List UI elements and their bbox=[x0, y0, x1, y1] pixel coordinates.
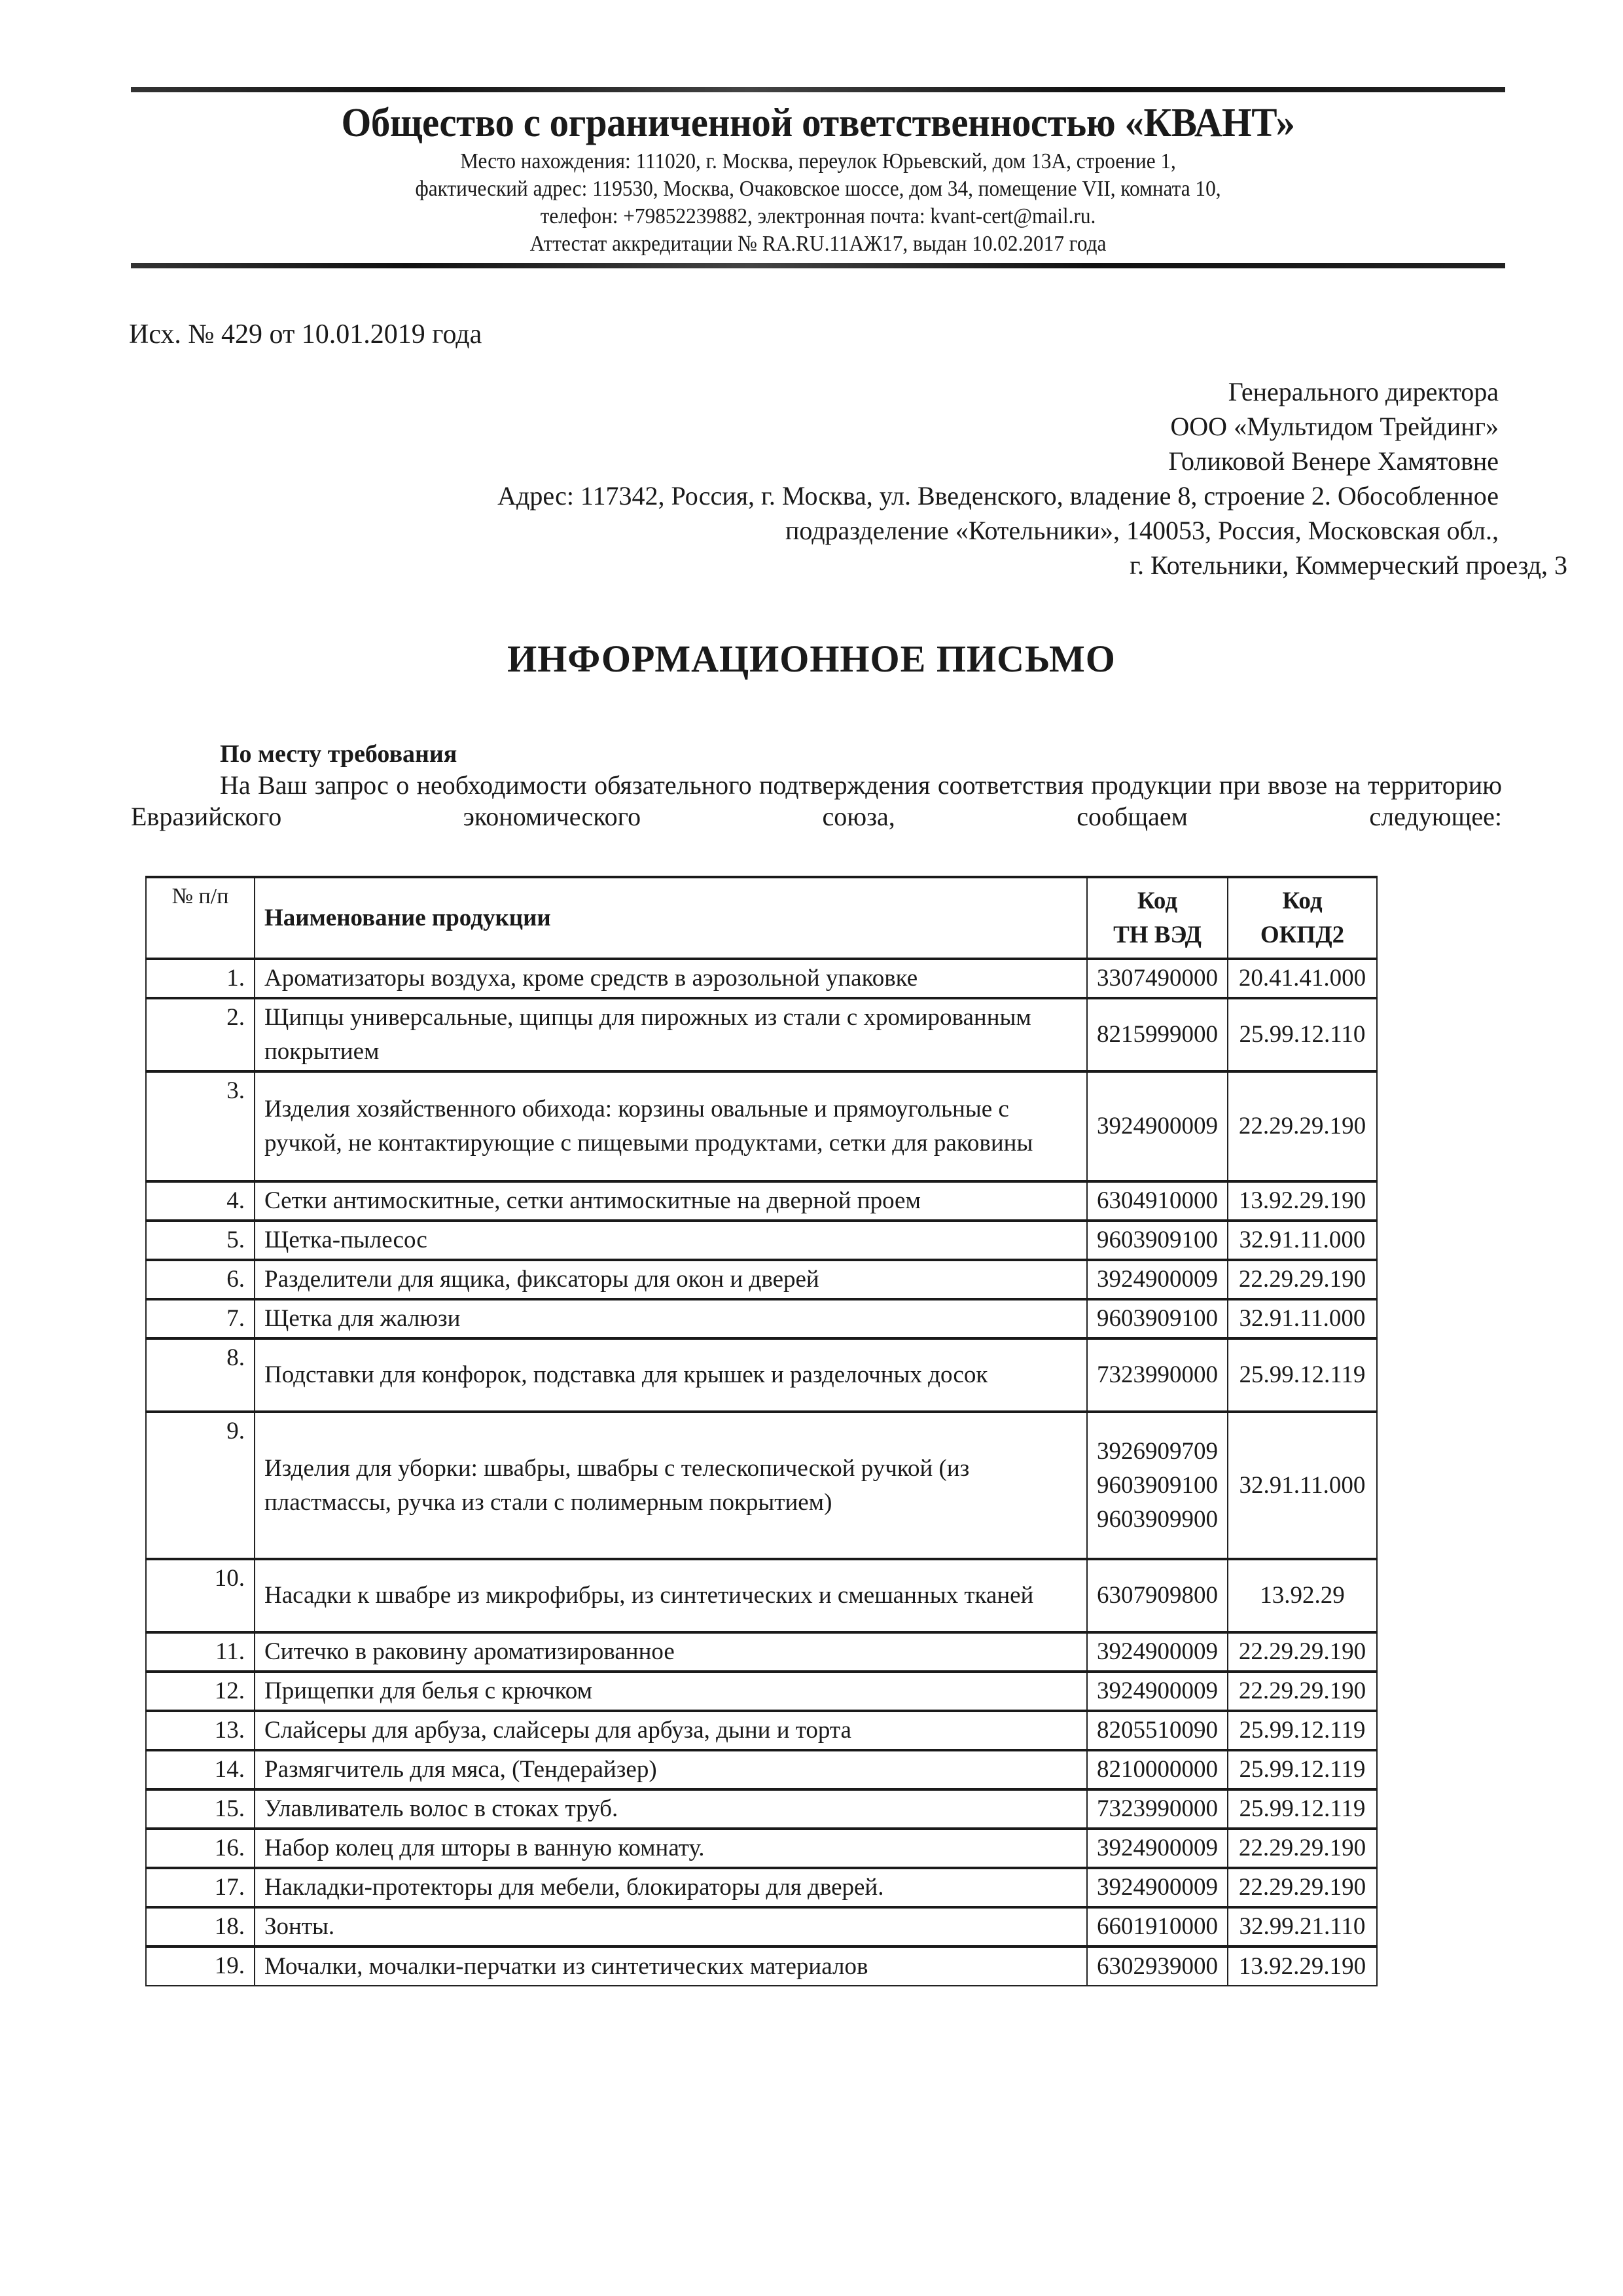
header-tnved-line2: ТН ВЭД bbox=[1113, 921, 1202, 948]
row-number: 11. bbox=[146, 1632, 255, 1672]
tnved-code-cell bbox=[1087, 1632, 1228, 1672]
tnved-code-cell bbox=[1087, 1711, 1228, 1750]
tnved-code-cell bbox=[1087, 998, 1228, 1071]
tnved-code-cell bbox=[1087, 1946, 1228, 1986]
row-number: 8. bbox=[146, 1338, 255, 1412]
table-row bbox=[146, 1221, 1377, 1260]
tnved-code: 9603909100 bbox=[1097, 1227, 1218, 1253]
row-number: 13. bbox=[146, 1711, 255, 1750]
product-name: Размягчитель для мяса, (Тендерайзер) bbox=[255, 1750, 1087, 1789]
tnved-code: 3924900009 bbox=[1097, 1677, 1218, 1704]
tnved-code: 3924900009 bbox=[1097, 1638, 1218, 1665]
tnved-code-cell bbox=[1087, 1789, 1228, 1829]
okpd2-code: 22.29.29.190 bbox=[1228, 1829, 1377, 1868]
table-row bbox=[146, 1868, 1377, 1907]
okpd2-code: 32.91.11.000 bbox=[1228, 1299, 1377, 1338]
okpd2-code: 22.29.29.190 bbox=[1228, 1071, 1377, 1181]
tnved-code: 3926909709 bbox=[1097, 1437, 1218, 1465]
letterhead bbox=[131, 98, 1505, 258]
header-tnved-code bbox=[1087, 877, 1228, 959]
company-registered-address: Место нахождения: 111020, г. Москва, переулок Юрьевский, дом 13А, строение 1, bbox=[460, 149, 1176, 173]
table-row bbox=[146, 1946, 1377, 1986]
row-number: 3. bbox=[146, 1071, 255, 1181]
okpd2-code: 25.99.12.119 bbox=[1228, 1711, 1377, 1750]
table-header-row bbox=[146, 877, 1377, 959]
header-okpd2-code: Код ОКПД2 bbox=[1228, 877, 1377, 959]
row-number: 9. bbox=[146, 1412, 255, 1559]
okpd2-code: 32.91.11.000 bbox=[1228, 1221, 1377, 1260]
tnved-code-cell bbox=[1087, 1299, 1228, 1338]
okpd2-code: 13.92.29.190 bbox=[1228, 1946, 1377, 1986]
tnved-code-cell bbox=[1087, 1260, 1228, 1299]
row-number: 14. bbox=[146, 1750, 255, 1789]
row-number: 19. bbox=[146, 1946, 255, 1986]
product-name: Улавливатель волос в стоках труб. bbox=[255, 1789, 1087, 1829]
product-name: Сетки антимоскитные, сетки антимоскитные на дверной проем bbox=[255, 1181, 1087, 1221]
header-tnved-line1: Код bbox=[1137, 887, 1178, 914]
letterhead-top-rule bbox=[131, 87, 1505, 92]
tnved-code-cell bbox=[1087, 1750, 1228, 1789]
tnved-code: 7323990000 bbox=[1097, 1361, 1218, 1388]
tnved-code-cell bbox=[1087, 1672, 1228, 1711]
row-number: 6. bbox=[146, 1260, 255, 1299]
okpd2-code: 13.92.29.190 bbox=[1228, 1181, 1377, 1221]
tnved-code-cell bbox=[1087, 1907, 1228, 1946]
product-name: Зонты. bbox=[255, 1907, 1087, 1946]
tnved-code: 6601910000 bbox=[1097, 1913, 1218, 1940]
product-name: Изделия хозяйственного обихода: корзины овальные и прямоугольные с ручкой, не контактирующие с пищевыми продуктами, сетки для раковины bbox=[255, 1071, 1087, 1181]
okpd2-code: 22.29.29.190 bbox=[1228, 1868, 1377, 1907]
table-row bbox=[146, 1672, 1377, 1711]
letterhead-bottom-rule bbox=[131, 263, 1505, 268]
tnved-code: 3924900009 bbox=[1097, 1113, 1218, 1139]
okpd2-code: 22.29.29.190 bbox=[1228, 1632, 1377, 1672]
table-row bbox=[146, 1750, 1377, 1789]
tnved-code-cell bbox=[1087, 1829, 1228, 1868]
tnved-code-cell bbox=[1087, 1338, 1228, 1412]
product-name: Мочалки, мочалки-перчатки из синтетических материалов bbox=[255, 1946, 1087, 1986]
product-name: Накладки-протекторы для мебели, блокираторы для дверей. bbox=[255, 1868, 1087, 1907]
tnved-code: 6304910000 bbox=[1097, 1187, 1218, 1214]
table-row bbox=[146, 1338, 1377, 1412]
products-table bbox=[145, 876, 1378, 1986]
table-row bbox=[146, 1299, 1377, 1338]
addressee-company: ООО «Мультидом Трейдинг» bbox=[1170, 412, 1499, 441]
okpd2-code: 20.41.41.000 bbox=[1228, 959, 1377, 998]
table-row bbox=[146, 1632, 1377, 1672]
table-row bbox=[146, 1907, 1377, 1946]
tnved-code-cell bbox=[1087, 1071, 1228, 1181]
products-table-body bbox=[146, 959, 1377, 1986]
table-row bbox=[146, 1789, 1377, 1829]
tnved-code: 8205510090 bbox=[1097, 1717, 1218, 1744]
table-row bbox=[146, 1829, 1377, 1868]
product-name: Щетка для жалюзи bbox=[255, 1299, 1087, 1338]
tnved-code: 9603909100 bbox=[1097, 1471, 1218, 1499]
okpd2-code: 32.91.11.000 bbox=[1228, 1412, 1377, 1559]
table-row bbox=[146, 1711, 1377, 1750]
table-row bbox=[146, 1559, 1377, 1632]
okpd2-code: 22.29.29.190 bbox=[1228, 1260, 1377, 1299]
document-title: ИНФОРМАЦИОННОЕ ПИСЬМО bbox=[507, 637, 1116, 680]
tnved-code: 8215999000 bbox=[1097, 1021, 1218, 1048]
product-name: Прищепки для белья с крючком bbox=[255, 1672, 1087, 1711]
tnved-code: 9603909900 bbox=[1097, 1505, 1218, 1533]
company-name: Общество с ограниченной ответственностью «КВАНТ» bbox=[341, 101, 1295, 145]
tnved-code-cell bbox=[1087, 1559, 1228, 1632]
product-name: Изделия для уборки: швабры, швабры с телескопической ручкой (из пластмассы, ручка из стали с полимерным покрытием) bbox=[255, 1412, 1087, 1559]
tnved-code: 6307909800 bbox=[1097, 1582, 1218, 1609]
row-number: 17. bbox=[146, 1868, 255, 1907]
okpd2-code: 25.99.12.119 bbox=[1228, 1338, 1377, 1412]
tnved-code: 6302939000 bbox=[1097, 1952, 1218, 1980]
row-number: 18. bbox=[146, 1907, 255, 1946]
tnved-code: 3924900009 bbox=[1097, 1266, 1218, 1293]
header-num: № п/п bbox=[146, 877, 255, 959]
tnved-code: 3307490000 bbox=[1097, 965, 1218, 992]
product-name: Набор колец для шторы в ванную комнату. bbox=[255, 1829, 1087, 1868]
okpd2-code: 25.99.12.119 bbox=[1228, 1750, 1377, 1789]
company-actual-address: фактический адрес: 119530, Москва, Очаковское шоссе, дом 34, помещение VII, комната 10, bbox=[415, 177, 1221, 201]
okpd2-code: 25.99.12.119 bbox=[1228, 1789, 1377, 1829]
addressee-position: Генерального директора bbox=[1228, 377, 1499, 406]
table-row bbox=[146, 1181, 1377, 1221]
product-name: Ситечко в раковину ароматизированное bbox=[255, 1632, 1087, 1672]
row-number: 4. bbox=[146, 1181, 255, 1221]
table-row bbox=[146, 998, 1377, 1071]
row-number: 1. bbox=[146, 959, 255, 998]
product-name: Щипцы универсальные, щипцы для пирожных из стали с хромированным покрытием bbox=[255, 998, 1087, 1071]
company-contacts: телефон: +79852239882, электронная почта: kvant-cert@mail.ru. bbox=[540, 204, 1096, 228]
tnved-code: 7323990000 bbox=[1097, 1795, 1218, 1822]
okpd2-code: 13.92.29 bbox=[1228, 1559, 1377, 1632]
product-name: Слайсеры для арбуза, слайсеры для арбуза, дыни и торта bbox=[255, 1711, 1087, 1750]
product-name: Щетка-пылесос bbox=[255, 1221, 1087, 1260]
addressee-person: Голиковой Венере Хамятовне bbox=[1168, 446, 1499, 476]
product-name: Подставки для конфорок, подставка для крышек и разделочных досок bbox=[255, 1338, 1087, 1412]
intro-paragraph: На Ваш запрос о необходимости обязательного подтверждения соответствия продукции при ввозе на территорию Евразийского экономического союза, сообщаем следующее: bbox=[131, 770, 1502, 831]
company-accreditation: Аттестат аккредитации № RA.RU.11АЖ17, выдан 10.02.2017 года bbox=[529, 232, 1107, 256]
row-number: 12. bbox=[146, 1672, 255, 1711]
table-row bbox=[146, 959, 1377, 998]
table-row bbox=[146, 1071, 1377, 1181]
product-name: Ароматизаторы воздуха, кроме средств в аэрозольной упаковке bbox=[255, 959, 1087, 998]
salutation: По месту требования bbox=[220, 740, 457, 768]
okpd2-code: 32.99.21.110 bbox=[1228, 1907, 1377, 1946]
header-product-name: Наименование продукции bbox=[255, 877, 1087, 959]
tnved-code: 3924900009 bbox=[1097, 1874, 1218, 1901]
table-row bbox=[146, 1412, 1377, 1559]
product-name: Насадки к швабре из микрофибры, из синтетических и смешанных тканей bbox=[255, 1559, 1087, 1632]
tnved-code: 8210000000 bbox=[1097, 1756, 1218, 1783]
addressee-block bbox=[288, 374, 1567, 583]
row-number: 15. bbox=[146, 1789, 255, 1829]
tnved-code-cell bbox=[1087, 1412, 1228, 1559]
tnved-code-cell bbox=[1087, 1181, 1228, 1221]
row-number: 2. bbox=[146, 998, 255, 1071]
tnved-code-cell bbox=[1087, 1221, 1228, 1260]
addressee-address-line-1: Адрес: 117342, Россия, г. Москва, ул. Введенского, владение 8, строение 2. Обособленное bbox=[497, 481, 1499, 511]
product-name: Разделители для ящика, фиксаторы для окон и дверей bbox=[255, 1260, 1087, 1299]
okpd2-code: 22.29.29.190 bbox=[1228, 1672, 1377, 1711]
okpd2-code: 25.99.12.110 bbox=[1228, 998, 1377, 1071]
table-row bbox=[146, 1260, 1377, 1299]
row-number: 16. bbox=[146, 1829, 255, 1868]
addressee-address-line-2: подразделение «Котельники», 140053, Россия, Московская обл., bbox=[785, 516, 1499, 545]
addressee-address-line-3: г. Котельники, Коммерческий проезд, 3 bbox=[1130, 550, 1567, 580]
outgoing-reference: Исх. № 429 от 10.01.2019 года bbox=[129, 319, 482, 350]
row-number: 10. bbox=[146, 1559, 255, 1632]
row-number: 7. bbox=[146, 1299, 255, 1338]
tnved-code-cell bbox=[1087, 1868, 1228, 1907]
row-number: 5. bbox=[146, 1221, 255, 1260]
tnved-code: 3924900009 bbox=[1097, 1835, 1218, 1861]
tnved-code: 9603909100 bbox=[1097, 1305, 1218, 1332]
tnved-code-cell bbox=[1087, 959, 1228, 998]
